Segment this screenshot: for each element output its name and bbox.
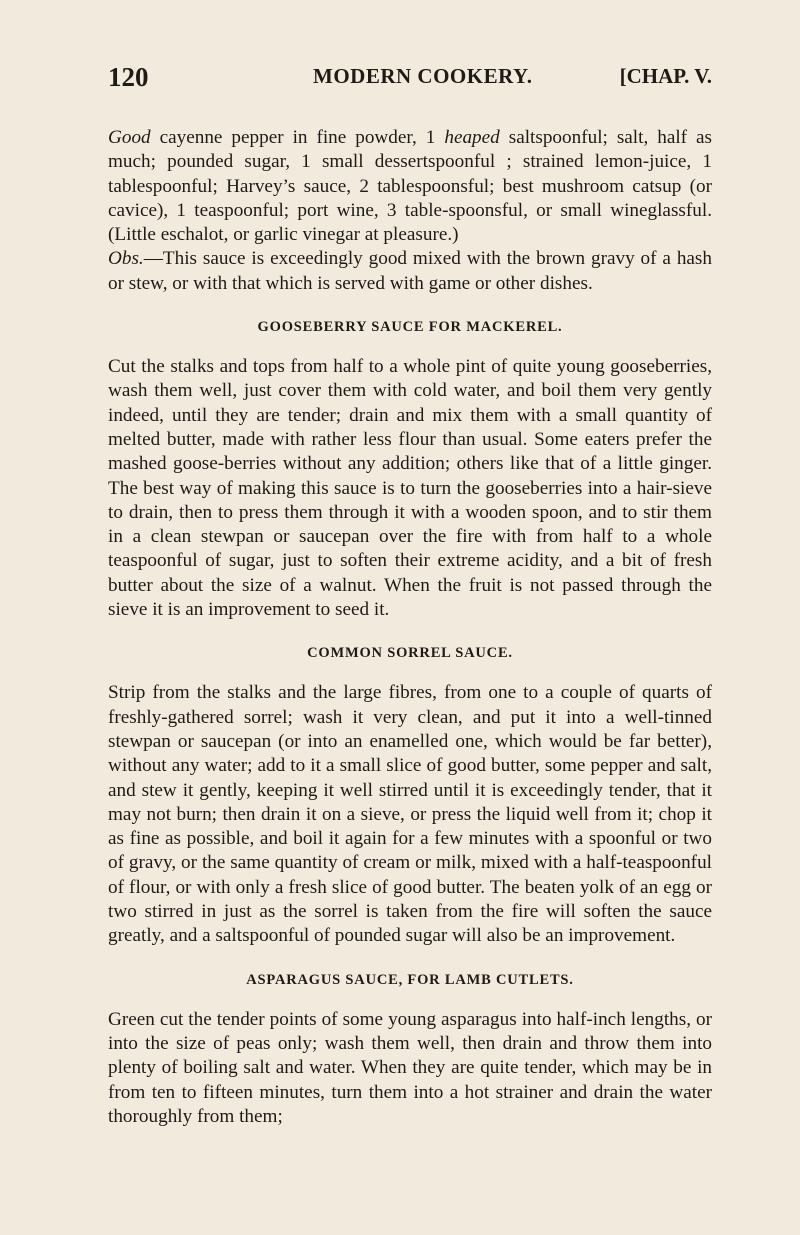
obs-label: Obs. <box>108 248 144 270</box>
heaped-italic: heaped <box>444 127 500 148</box>
chapter-marker: [CHAP. V. <box>619 64 712 88</box>
observation-paragraph <box>108 247 712 296</box>
section-text-sorrel: Strip from the stalks and the large fibres, from one to a couple of quarts of freshly-gathered sorrel; wash it very clean, and put it into a well-tinned stewpan or saucepan (or into an enamelled one, which would be far better), without any water; add to it a small slice of good butter, some pepper and salt, and stew it gently, keeping it well stirred until it is exceedingly tender, that it may not burn; then drain it on a sieve, or press the liquid well from it; chop it as fine as possible, and boil it again for a few minutes with a spoonful or two of gravy, or the same quantity of cream or milk, mixed with a half-teaspoonful of flour, or with only a fresh slice of good butter. The beaten yolk of an egg or two stirred in just as the sorrel is taken from the fire will soften the sauce greatly, and a saltspoonful of pounded sugar will also be an improvement. <box>108 682 712 947</box>
page-body <box>108 126 712 1129</box>
section-text-gooseberry: Cut the stalks and tops from half to a whole pint of quite young gooseberries, wash them well, just cover them with cold water, and boil them very gently indeed, until they are tender; drain and mix them with a small quantity of melted butter, made with rather less flour than usual. Some eaters prefer the mashed goose-berries without any addition; others like that of a little ginger. The best way of making this sauce is to turn the gooseberries into a hair-sieve to drain, then to press them through it with a wooden spoon, and to stir them in a clean stewpan or saucepan over the fire with from half to a whole teaspoonful of sugar, just to soften their extreme acidity, and a bit of fresh butter about the size of a walnut. When the fruit is not passed through the sieve it is an improvement to seed it. <box>108 356 712 621</box>
intro-text-2: saltspoonful; salt, half as much; pounded sugar, 1 small dessertspoonful ; strained lemon-juice, 1 tablespoonful; Harvey’s sauce, 2 tablespoonsful; best mushroom catsup (or cavice), 1 teaspoonful; port wine, 3 table-spoonsful, or small wineglassful. (Little eschalot, or garlic vinegar at pleasure.) <box>108 127 712 246</box>
running-header <box>108 62 712 102</box>
page-number: 120 <box>108 62 149 92</box>
running-title: MODERN COOKERY. <box>313 64 533 88</box>
section-text-asparagus: Green cut the tender points of some young asparagus into half-inch lengths, or into the size of peas only; wash them well, then drain and throw them into plenty of boiling salt and water. When they are quite tender, which may be in from ten to fifteen minutes, turn them into a hot strainer and drain the water thoroughly from them; <box>108 1008 712 1127</box>
intro-text-1: cayenne pepper in fine powder, 1 <box>150 127 445 148</box>
lead-italic: Good <box>108 127 151 148</box>
section-heading-gooseberry: GOOSEBERRY SAUCE FOR MACKEREL. <box>257 319 563 336</box>
intro-paragraph <box>108 126 712 247</box>
section-heading-asparagus: ASPARAGUS SAUCE, FOR LAMB CUTLETS. <box>246 971 574 988</box>
obs-text: —This sauce is exceedingly good mixed with the brown gravy of a hash or stew, or with that which is served with game or other dishes. <box>108 248 712 294</box>
section-heading-sorrel: COMMON SORREL SAUCE. <box>307 645 513 662</box>
